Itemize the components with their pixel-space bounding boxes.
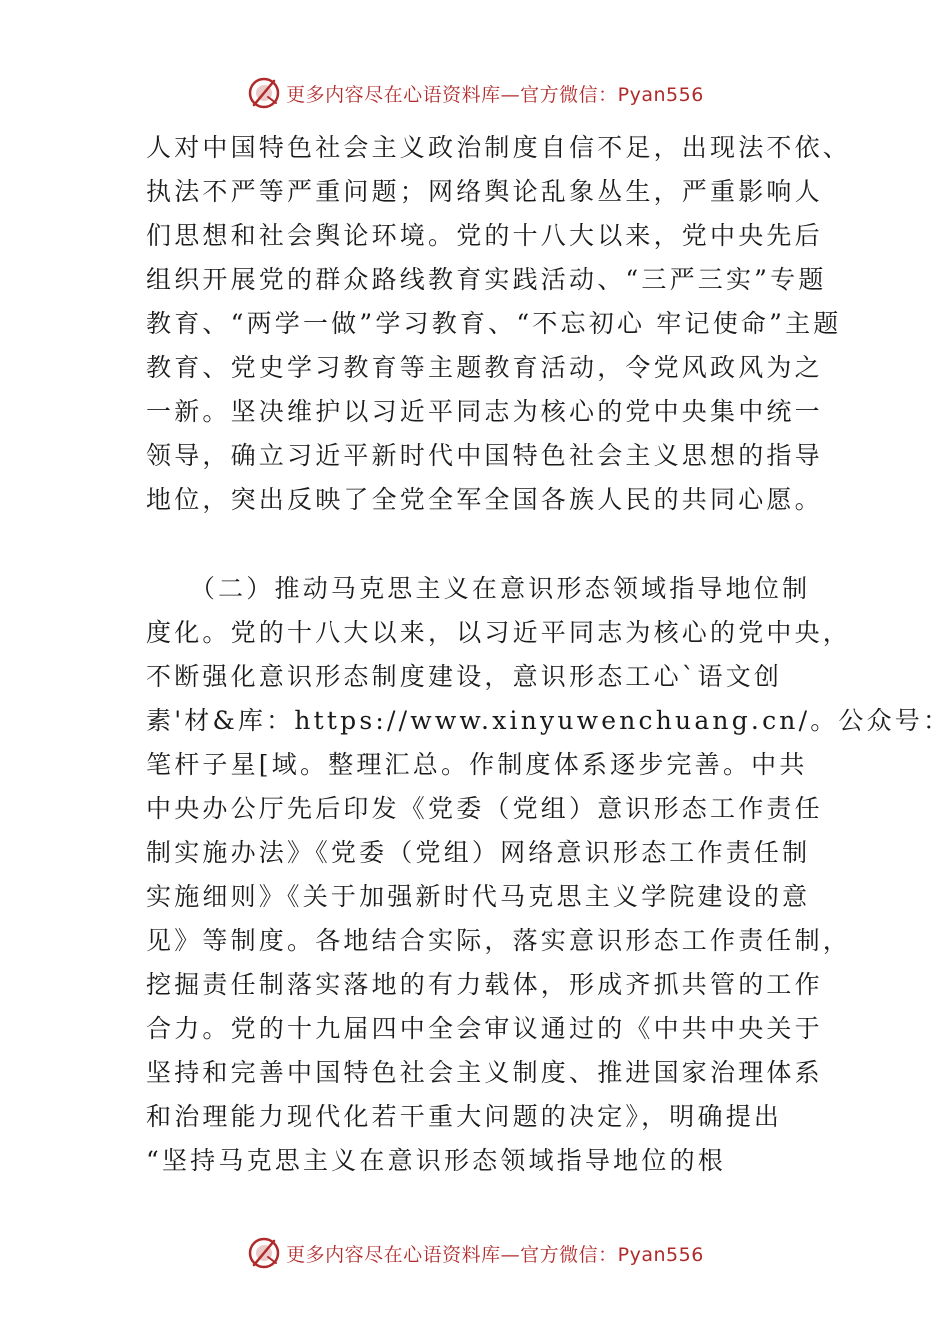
text-line: （二）推动马克思主义在意识形态领域指导地位制 bbox=[146, 574, 811, 603]
text-line: 和治理能力现代化若干重大问题的决定》，明确提出 bbox=[146, 1102, 783, 1131]
text-line: 素'材&库：https://www.xinyuwenchuang.cn/。公众号： bbox=[146, 706, 951, 735]
paragraph-2 bbox=[146, 567, 951, 1183]
text-line: 实施细则》《关于加强新时代马克思主义学院建设的意 bbox=[146, 882, 811, 911]
brand-logo-icon bbox=[246, 1235, 282, 1271]
text-line: 中央办公厅先后印发《党委（党组）意识形态工作责任 bbox=[146, 794, 823, 823]
banner-text: 更多内容尽在心语资料库—官方微信：Pyan556 bbox=[286, 83, 704, 106]
text-line: 人对中国特色社会主义政治制度自信不足，出现法不依、 bbox=[146, 133, 852, 162]
paragraph-1 bbox=[146, 126, 852, 522]
text-line: 执法不严等严重问题；网络舆论乱象丛生，严重影响人 bbox=[146, 177, 823, 206]
text-line: 地位，突出反映了全党全军全国各族人民的共同心愿。 bbox=[146, 485, 823, 514]
text-line: 一新。坚决维护以习近平同志为核心的党中央集中统一 bbox=[146, 397, 823, 426]
document-body bbox=[146, 126, 951, 1183]
text-line: “坚持马克思主义在意识形态领域指导地位的根 bbox=[146, 1146, 726, 1175]
text-line: 领导，确立习近平新时代中国特色社会主义思想的指导 bbox=[146, 441, 823, 470]
text-line: 挖掘责任制落实落地的有力载体，形成齐抓共管的工作 bbox=[146, 970, 823, 999]
text-line: 笔杆子星[域。整理汇总。作制度体系逐步完善。中共 bbox=[146, 750, 808, 779]
banner-text: 更多内容尽在心语资料库—官方微信：Pyan556 bbox=[286, 1243, 704, 1266]
footer-banner bbox=[0, 1233, 950, 1273]
text-line: 合力。党的十九届四中全会审议通过的《中共中央关于 bbox=[146, 1014, 823, 1043]
text-line: 坚持和完善中国特色社会主义制度、推进国家治理体系 bbox=[146, 1058, 823, 1087]
text-line: 教育、党史学习教育等主题教育活动，令党风政风为之 bbox=[146, 353, 823, 382]
paragraph-gap bbox=[146, 522, 826, 567]
header-banner bbox=[0, 73, 950, 113]
text-line: 制实施办法》《党委（党组）网络意识形态工作责任制 bbox=[146, 838, 811, 867]
text-line: 度化。党的十八大以来，以习近平同志为核心的党中央， bbox=[146, 618, 852, 647]
text-line: 不断强化意识形态制度建设，意识形态工心`语文创 bbox=[146, 662, 783, 691]
text-line: 组织开展党的群众路线教育实践活动、“三严三实”专题 bbox=[146, 265, 827, 294]
text-line: 见》等制度。各地结合实际，落实意识形态工作责任制， bbox=[146, 926, 852, 955]
text-line: 教育、“两学一做”学习教育、“不忘初心 牢记使命”主题 bbox=[146, 309, 842, 338]
brand-logo-icon bbox=[246, 75, 282, 111]
text-line: 们思想和社会舆论环境。党的十八大以来，党中央先后 bbox=[146, 221, 823, 250]
